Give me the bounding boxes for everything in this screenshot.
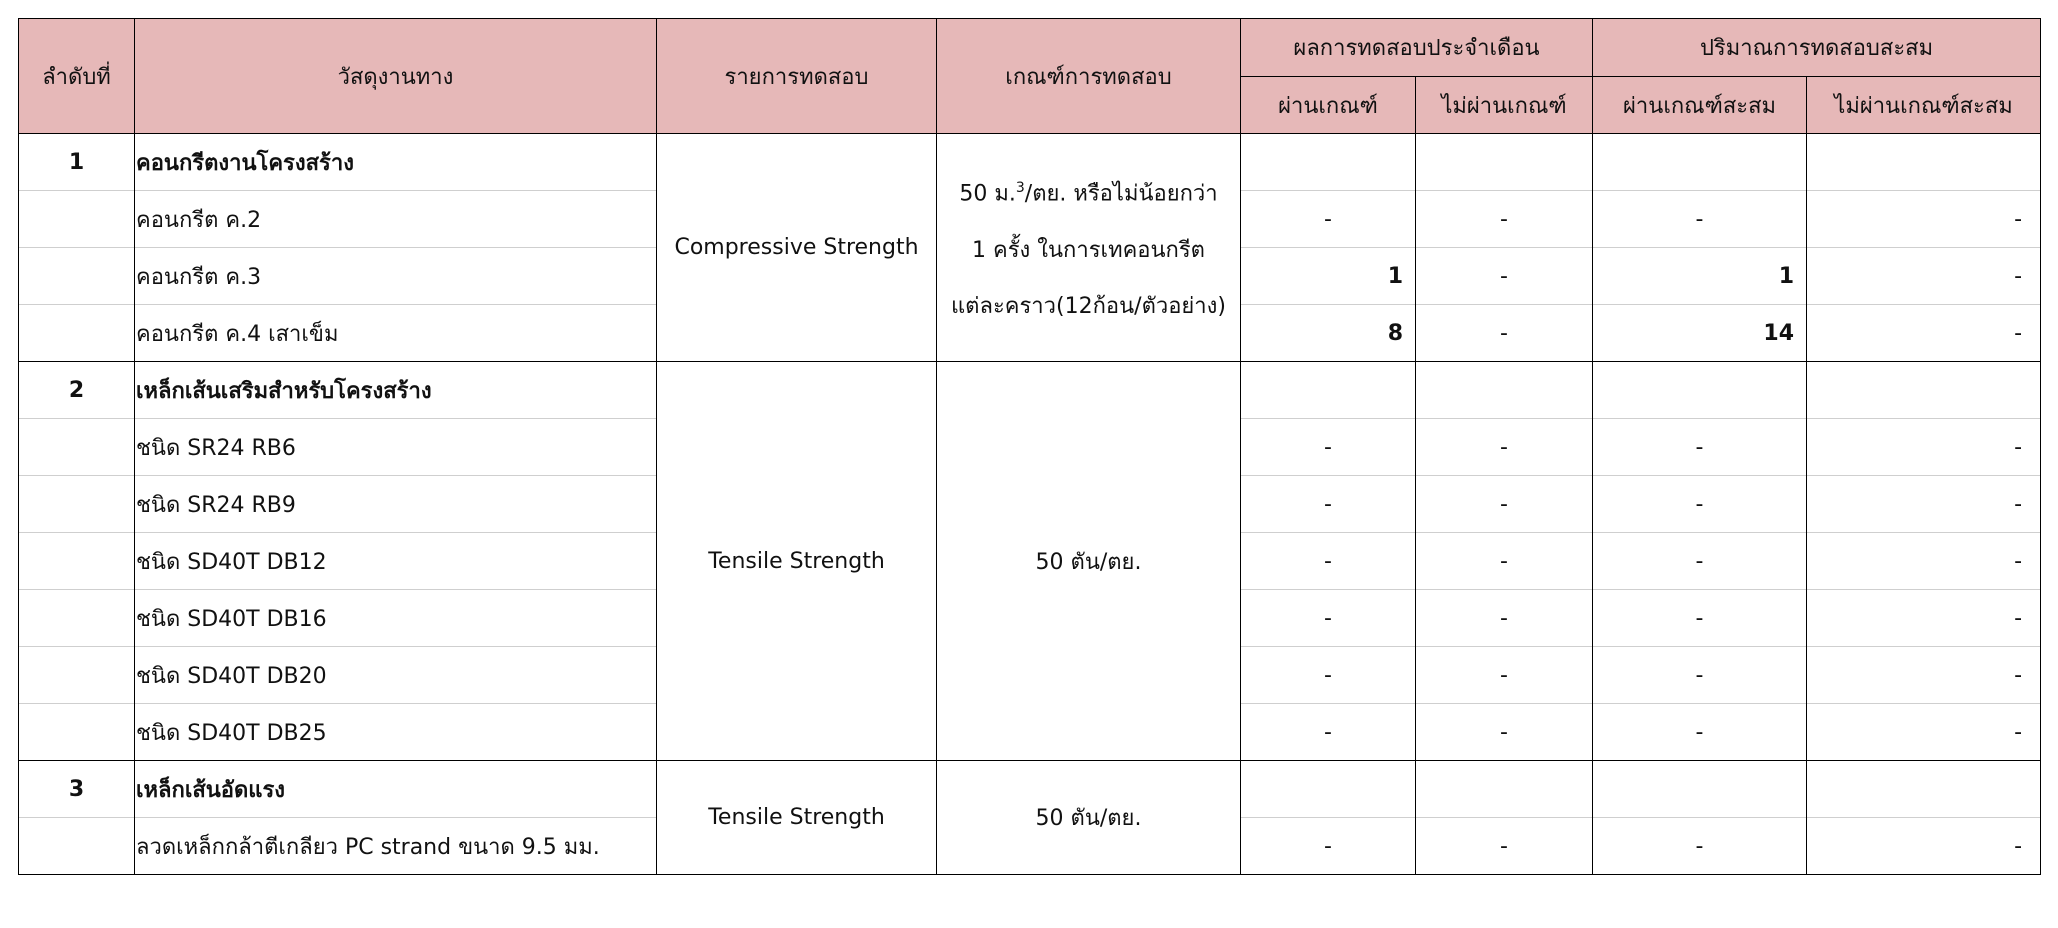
material-name: ลวดเหล็กกล้าตีเกลียว PC strand ขนาด 9.5 มม. — [135, 818, 657, 875]
header-test-item: รายการทดสอบ — [657, 19, 937, 134]
fail-value: - — [1416, 419, 1593, 476]
material-name: ชนิด SR24 RB6 — [135, 419, 657, 476]
empty-cell — [1593, 134, 1807, 191]
fail-value: - — [1416, 191, 1593, 248]
empty-cell — [19, 476, 135, 533]
empty-cell — [19, 704, 135, 761]
pass-value: - — [1241, 647, 1416, 704]
test-results-table — [18, 18, 2041, 875]
criteria-superscript: 3 — [1015, 180, 1025, 197]
pass-value: - — [1241, 818, 1416, 875]
pass-cum-value: 14 — [1593, 305, 1807, 362]
fail-cum-value: - — [1807, 818, 2041, 875]
empty-cell — [1807, 134, 2041, 191]
material-name: ชนิด SD40T DB16 — [135, 590, 657, 647]
material-name: คอนกรีต ค.3 — [135, 248, 657, 305]
fail-value: - — [1416, 248, 1593, 305]
material-name: ชนิด SD40T DB20 — [135, 647, 657, 704]
pass-cum-value: 1 — [1593, 248, 1807, 305]
fail-cum-value: - — [1807, 305, 2041, 362]
empty-cell — [19, 248, 135, 305]
empty-cell — [1241, 362, 1416, 419]
fail-cum-value: - — [1807, 419, 2041, 476]
empty-cell — [1807, 362, 2041, 419]
group-title: เหล็กเส้นอัดแรง — [135, 761, 657, 818]
pass-value: 1 — [1241, 248, 1416, 305]
empty-cell — [19, 590, 135, 647]
group-title: คอนกรีตงานโครงสร้าง — [135, 134, 657, 191]
test-item-cell: Tensile Strength — [657, 362, 937, 761]
fail-cum-value: - — [1807, 476, 2041, 533]
empty-cell — [1593, 761, 1807, 818]
test-item-cell: Tensile Strength — [657, 761, 937, 875]
table-row — [19, 761, 2041, 818]
pass-value: 8 — [1241, 305, 1416, 362]
header-cumulative: ปริมาณการทดสอบสะสม — [1593, 19, 2041, 77]
criteria-cell: 50 ตัน/ตย. — [937, 761, 1241, 875]
criteria-text: แต่ละคราว(12ก้อน/ตัวอย่าง) — [951, 293, 1226, 319]
pass-cum-value: - — [1593, 191, 1807, 248]
material-name: คอนกรีต ค.2 — [135, 191, 657, 248]
criteria-text: /ตย. หรือไม่น้อยกว่า — [1024, 181, 1218, 207]
test-item-cell: Compressive Strength — [657, 134, 937, 362]
header-fail-cum: ไม่ผ่านเกณฑ์สะสม — [1807, 77, 2041, 134]
header-monthly: ผลการทดสอบประจำเดือน — [1241, 19, 1593, 77]
pass-value: - — [1241, 590, 1416, 647]
header-no: ลำดับที่ — [19, 19, 135, 134]
empty-cell — [19, 818, 135, 875]
table-row — [19, 362, 2041, 419]
empty-cell — [19, 305, 135, 362]
empty-cell — [19, 647, 135, 704]
empty-cell — [19, 419, 135, 476]
pass-cum-value: - — [1593, 590, 1807, 647]
pass-value: - — [1241, 191, 1416, 248]
criteria-text: 1 ครั้ง ในการเทคอนกรีต — [972, 237, 1205, 263]
fail-cum-value: - — [1807, 533, 2041, 590]
fail-value: - — [1416, 704, 1593, 761]
header-pass: ผ่านเกณฑ์ — [1241, 77, 1416, 134]
criteria-cell — [937, 134, 1241, 362]
fail-value: - — [1416, 647, 1593, 704]
group-number: 1 — [19, 134, 135, 191]
group-title: เหล็กเส้นเสริมสำหรับโครงสร้าง — [135, 362, 657, 419]
criteria-cell: 50 ตัน/ตย. — [937, 362, 1241, 761]
material-name: ชนิด SR24 RB9 — [135, 476, 657, 533]
fail-value: - — [1416, 533, 1593, 590]
fail-value: - — [1416, 305, 1593, 362]
fail-cum-value: - — [1807, 590, 2041, 647]
fail-cum-value: - — [1807, 647, 2041, 704]
empty-cell — [1416, 134, 1593, 191]
empty-cell — [19, 191, 135, 248]
pass-cum-value: - — [1593, 704, 1807, 761]
empty-cell — [1416, 761, 1593, 818]
pass-cum-value: - — [1593, 818, 1807, 875]
fail-cum-value: - — [1807, 191, 2041, 248]
fail-value: - — [1416, 476, 1593, 533]
header-material: วัสดุงานทาง — [135, 19, 657, 134]
fail-value: - — [1416, 818, 1593, 875]
header-pass-cum: ผ่านเกณฑ์สะสม — [1593, 77, 1807, 134]
pass-value: - — [1241, 704, 1416, 761]
pass-cum-value: - — [1593, 419, 1807, 476]
header-criteria: เกณฑ์การทดสอบ — [937, 19, 1241, 134]
group-number: 2 — [19, 362, 135, 419]
group-number: 3 — [19, 761, 135, 818]
pass-value: - — [1241, 533, 1416, 590]
pass-cum-value: - — [1593, 533, 1807, 590]
table-row — [19, 134, 2041, 191]
pass-cum-value: - — [1593, 476, 1807, 533]
material-name: คอนกรีต ค.4 เสาเข็ม — [135, 305, 657, 362]
header-fail: ไม่ผ่านเกณฑ์ — [1416, 77, 1593, 134]
criteria-text: 50 ม. — [959, 181, 1016, 207]
empty-cell — [19, 533, 135, 590]
fail-value: - — [1416, 590, 1593, 647]
pass-value: - — [1241, 419, 1416, 476]
material-name: ชนิด SD40T DB12 — [135, 533, 657, 590]
empty-cell — [1593, 362, 1807, 419]
empty-cell — [1241, 761, 1416, 818]
empty-cell — [1241, 134, 1416, 191]
empty-cell — [1416, 362, 1593, 419]
pass-value: - — [1241, 476, 1416, 533]
pass-cum-value: - — [1593, 647, 1807, 704]
fail-cum-value: - — [1807, 704, 2041, 761]
fail-cum-value: - — [1807, 248, 2041, 305]
empty-cell — [1807, 761, 2041, 818]
material-name: ชนิด SD40T DB25 — [135, 704, 657, 761]
